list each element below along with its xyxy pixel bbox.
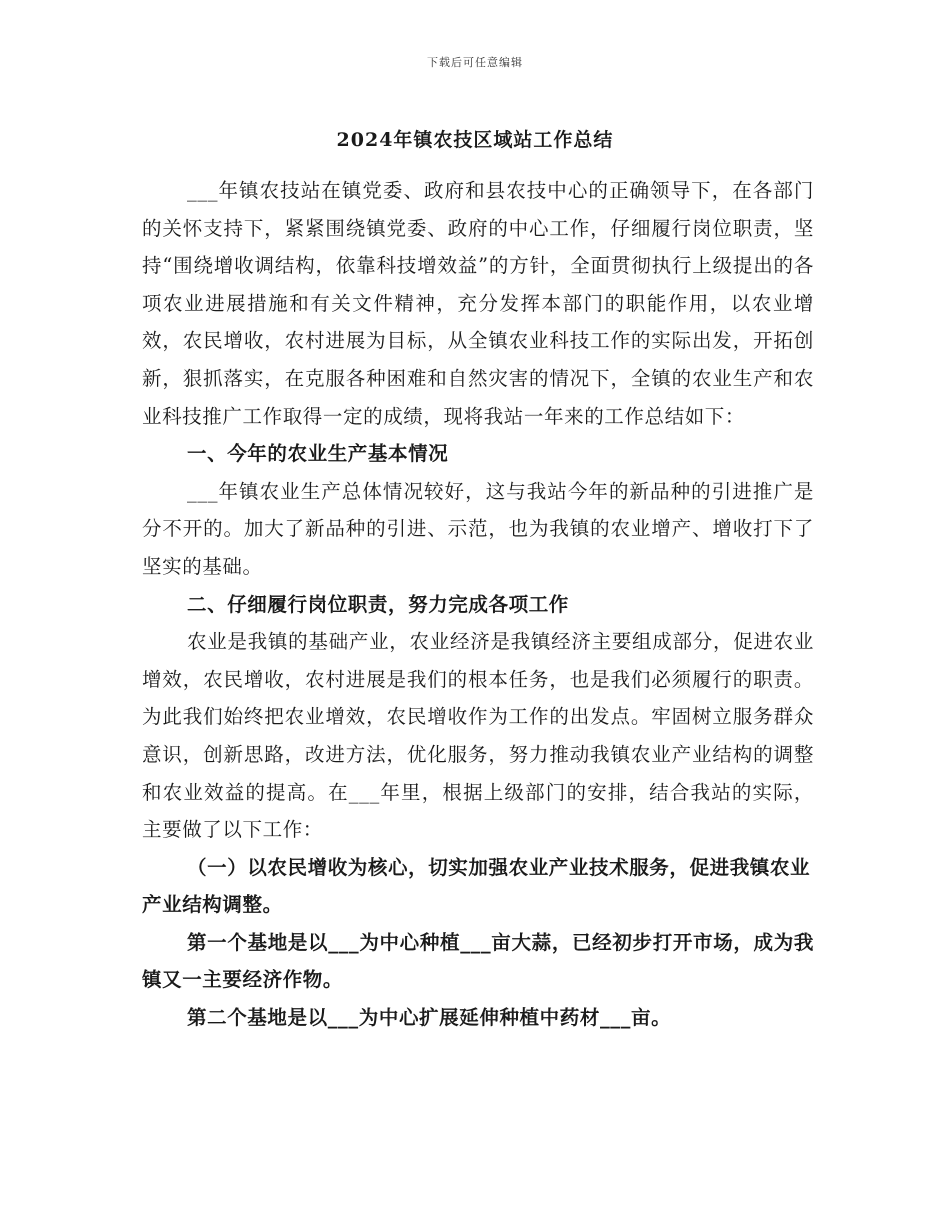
intro-paragraph: ___年镇农技站在镇党委、政府和县农技中心的正确领导下，在各部门的关怀支持下，紧紧围绕镇党委、政府的中心工作，仔细履行岗位职责，坚持“围绕增收调结构，依靠科技增效益”的方针，全面贯彻执行上级提出的各项农业进展措施和有关文件精神，充分发挥本部门的职能作用，以农业增效，农民增收，农村进展为目标，从全镇农业科技工作的实际出发，开拓创新，狠抓落实，在克服各种困难和自然灾害的情况下，全镇的农业生产和农业科技推广工作取得一定的成绩，现将我站一年来的工作总结如下：: [142, 179, 814, 428]
base-1-paragraph: 第一个基地是以___为中心种植___亩大蒜，已经初步打开市场，成为我镇又一主要经济作物。: [142, 930, 814, 992]
base-2-paragraph: 第二个基地是以___为中心扩展延伸种植中药材___亩。: [187, 1006, 672, 1030]
section-1-paragraph: ___年镇农业生产总体情况较好，这与我站今年的新品种的引进推广是分不开的。加大了新品种的引进、示范，也为我镇的农业增产、增收打下了坚实的基础。: [142, 479, 814, 578]
page-header-note: 下载后可任意编辑: [427, 56, 523, 69]
section-1-heading: 一、今年的农业生产基本情况: [187, 442, 449, 466]
subsection-1-heading: （一）以农民增收为核心，切实加强农业产业技术服务，促进我镇农业产业结构调整。: [142, 855, 811, 917]
section-2-paragraph: 农业是我镇的基础产业，农业经济是我镇经济主要组成部分，促进农业增效，农民增收，农村进展是我们的根本任务，也是我们必须履行的职责。为此我们始终把农业增效，农民增收作为工作的出发点。牢固树立服务群众意识，创新思路，改进方法，优化服务，努力推动我镇农业产业结构的调整和农业效益的提高。在___年里，根据上级部门的安排，结合我站的实际，主要做了以下工作：: [142, 630, 814, 842]
document-title: 2024年镇农技区域站工作总结: [336, 129, 614, 151]
document-body: [142, 172, 814, 1037]
section-2-heading: 二、仔细履行岗位职责，努力完成各项工作: [187, 592, 569, 616]
